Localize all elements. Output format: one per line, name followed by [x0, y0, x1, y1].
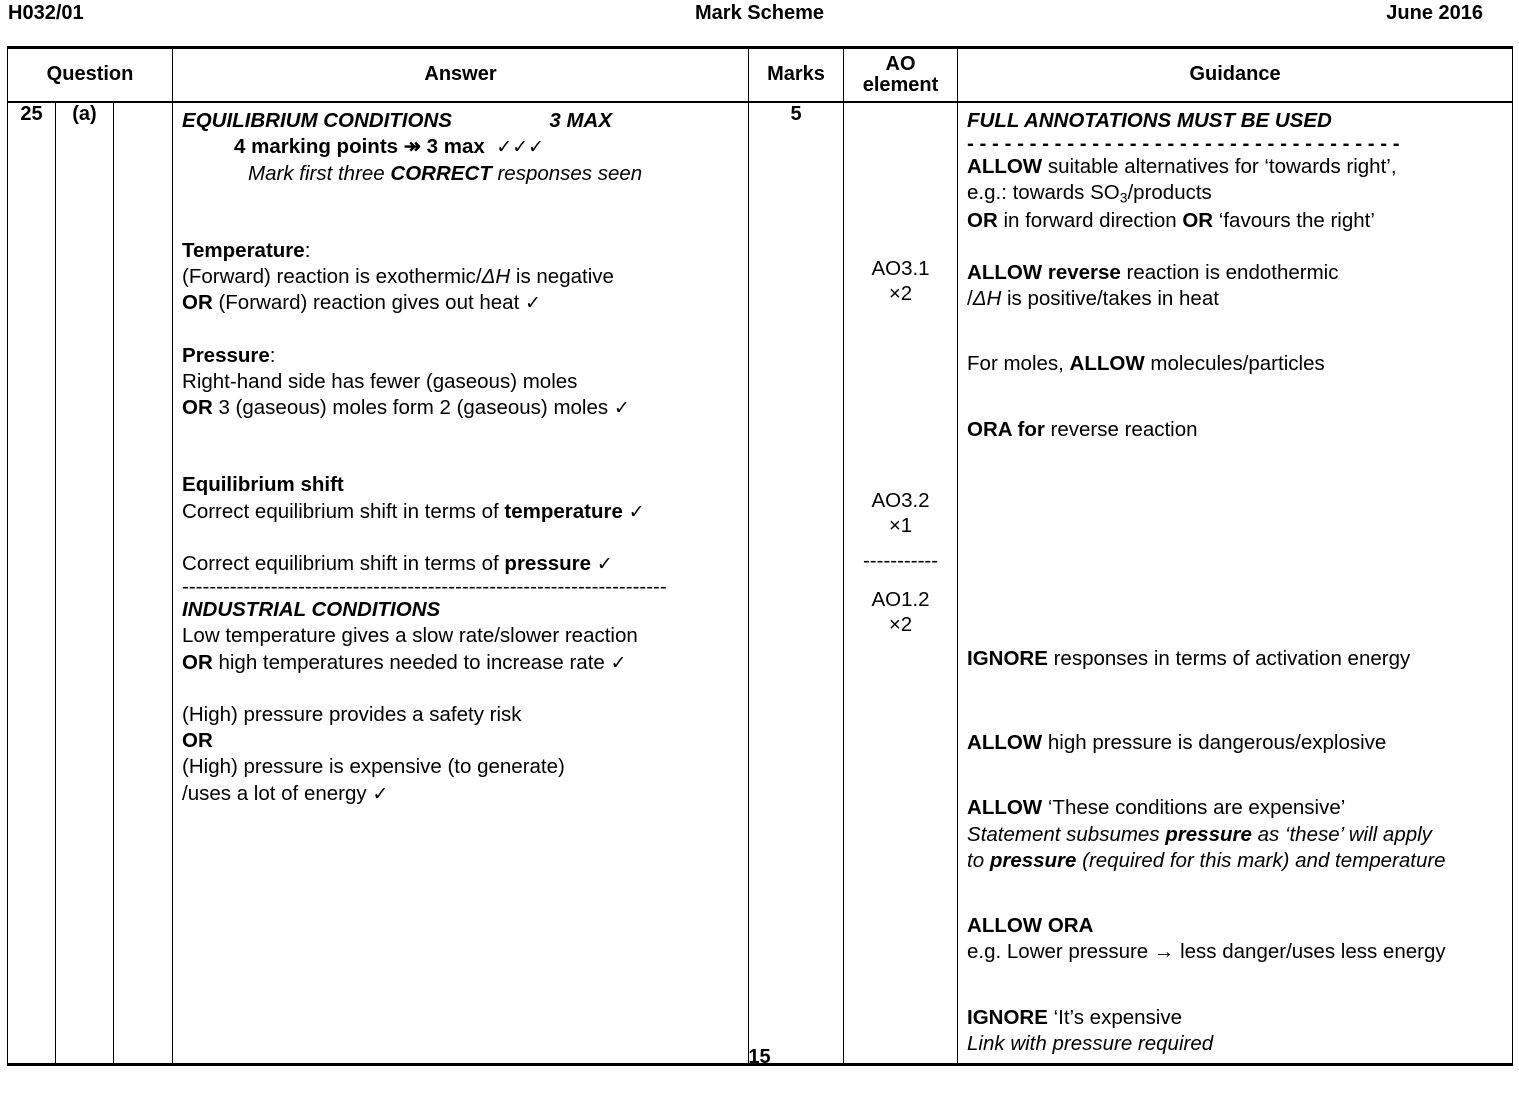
- spacer: [182, 421, 742, 459]
- guidance-ora-text: reverse reaction: [1044, 417, 1198, 441]
- or-label: OR: [967, 208, 998, 232]
- guidance-moles-line: [967, 351, 1506, 377]
- guidance-allow2-line2: /ΔH is positive/takes in heat: [967, 287, 1219, 311]
- temperature-label: Temperature: [182, 238, 305, 262]
- ao-multiplier: ×2: [888, 282, 913, 305]
- table-row: [8, 102, 1513, 1065]
- ao-multiplier: ×2: [888, 613, 913, 636]
- guidance-allow1-line2: [967, 180, 1506, 207]
- tick-icon: ✓: [372, 783, 389, 805]
- pressure-keyword: pressure: [989, 848, 1077, 872]
- temperature-mp-line2-text: (Forward) reaction gives out heat: [212, 291, 525, 315]
- guidance-allow2-text: reaction is endothermic: [1120, 261, 1339, 285]
- spacer: [967, 992, 1506, 1005]
- twoheadrightarrow-icon: ↠: [403, 135, 421, 159]
- spacer: [182, 525, 742, 551]
- guidance-statement-line1: [967, 822, 1506, 848]
- exam-session: June 2016: [1386, 2, 1483, 24]
- guidance-allow1-text: suitable alternatives for ‘towards right’,: [1042, 155, 1397, 179]
- ao-entry-0: [850, 256, 951, 306]
- spacer: [182, 187, 742, 225]
- eq-shift-pres-keyword: pressure: [504, 551, 592, 575]
- ora-example-prefix: e.g. Lower pressure: [967, 940, 1154, 964]
- spacer: [967, 782, 1506, 795]
- ora-example-suffix: less danger/uses less energy: [1174, 940, 1446, 964]
- industrial-mp-line1: Low temperature gives a slow rate/slower reaction: [182, 624, 638, 648]
- marking-points-label: 4 marking points: [234, 135, 399, 159]
- ao-entry-1: [850, 488, 951, 538]
- answer-heading: EQUILIBRIUM CONDITIONS: [182, 109, 452, 132]
- page-title: Mark Scheme: [695, 2, 824, 24]
- pressure-mp-line2: [182, 395, 742, 421]
- ignore-label: IGNORE: [967, 646, 1048, 670]
- mark-first-suffix: responses seen: [491, 161, 643, 185]
- industrial-conditions-heading: INDUSTRIAL CONDITIONS: [182, 598, 441, 622]
- page-number: 15: [748, 1046, 771, 1068]
- ao-code: AO3.2: [871, 489, 930, 512]
- temperature-mp-line1: (Forward) reaction is exothermic/ΔH is negative: [182, 265, 614, 289]
- marks-value: 5: [749, 102, 844, 1065]
- allow-label: ALLOW: [967, 155, 1043, 179]
- spacer: [850, 108, 951, 256]
- guidance-allow-ora-example: [967, 939, 1506, 965]
- spacer: [967, 672, 1506, 730]
- guidance-statement-line2: [967, 848, 1506, 874]
- tick-icon: ✓: [596, 553, 613, 575]
- paper-code: H032/01: [8, 2, 84, 24]
- marking-points-max: 3 max: [426, 135, 485, 159]
- rightarrow-icon: →: [1153, 940, 1175, 964]
- tick-icon-triple: ✓✓✓: [496, 137, 544, 159]
- guidance-allow4-text: ‘These conditions are expensive’: [1042, 796, 1346, 820]
- guidance-ignore1-text: responses in terms of activation energy: [1047, 646, 1411, 670]
- spacer: [967, 378, 1506, 404]
- spacer: [967, 443, 1506, 646]
- eq-shift-temp-prefix: Correct equilibrium shift in terms of: [182, 499, 505, 523]
- mark-first-correct: CORRECT: [390, 161, 492, 185]
- spacer: [967, 966, 1506, 992]
- guidance-allow1-line2-pre: e.g.: towards SO: [967, 181, 1120, 205]
- spacer: [850, 306, 951, 488]
- spacer: [967, 312, 1506, 338]
- tick-icon: ✓: [610, 652, 627, 674]
- guidance-heading: FULL ANNOTATIONS MUST BE USED: [967, 109, 1332, 132]
- safety-or-label: OR: [182, 729, 213, 753]
- ao-element-cell: [844, 102, 958, 1065]
- marking-points-line: [182, 134, 742, 160]
- temperature-colon: :: [304, 238, 311, 262]
- guidance-ora-line: [967, 417, 1506, 443]
- answer-cell: [173, 102, 749, 1065]
- guidance-moles-prefix: For moles,: [967, 352, 1070, 376]
- spacer: [967, 874, 1506, 900]
- guidance-cell: [958, 102, 1513, 1065]
- guidance-allow3-line: [967, 730, 1506, 756]
- industrial-mp-line2: [182, 650, 742, 676]
- ao-header-line2: element: [862, 74, 939, 96]
- ao-code: AO1.2: [871, 588, 930, 611]
- guidance-ignore2-text: ‘It’s expensive: [1047, 1005, 1182, 1029]
- allow-label: ALLOW: [967, 731, 1043, 755]
- ora-for-label: ORA for: [967, 417, 1045, 441]
- guidance-allow-ora-heading: ALLOW ORA: [967, 914, 1094, 938]
- ao-multiplier: ×1: [888, 514, 913, 537]
- ignore-label: IGNORE: [967, 1005, 1048, 1029]
- tick-icon: ✓: [613, 398, 630, 420]
- spacer: [850, 538, 951, 551]
- safety-mp-line2: (High) pressure is expensive (to generate): [182, 755, 565, 779]
- mark-scheme-table: [7, 46, 1513, 1066]
- allow-label: ALLOW: [967, 796, 1043, 820]
- equilibrium-shift-heading: Equilibrium shift: [182, 473, 344, 497]
- safety-mp-line3-text: /uses a lot of energy: [182, 781, 373, 805]
- column-header-ao-element: [844, 48, 958, 103]
- answer-heading-max: 3 MAX: [549, 109, 612, 132]
- spacer: [967, 900, 1506, 913]
- mark-first-three-line: [182, 161, 742, 187]
- ao-dashed-separator: -----------: [862, 551, 939, 572]
- ao-entry-2: [850, 587, 951, 637]
- spacer: [967, 338, 1506, 351]
- eq-shift-temp-keyword: temperature: [504, 499, 623, 523]
- guidance-ignore1-line: [967, 646, 1506, 672]
- pressure-heading-line: [182, 343, 742, 369]
- guidance-allow1-line3: [967, 208, 1506, 234]
- spacer: [967, 404, 1506, 417]
- question-number: 25: [8, 102, 56, 1065]
- eq-shift-pressure-line: [182, 551, 742, 577]
- temperature-heading-line: [182, 238, 742, 264]
- column-header-question: Question: [8, 48, 173, 103]
- guidance-moles-suffix: molecules/particles: [1144, 352, 1325, 376]
- column-header-answer: Answer: [173, 48, 749, 103]
- statement2-prefix: to: [967, 848, 990, 872]
- industrial-mp-line2-text: high temperatures needed to increase rate: [212, 650, 611, 674]
- pressure-colon: :: [269, 343, 276, 367]
- question-part: (a): [56, 102, 114, 1065]
- spacer: [182, 676, 742, 702]
- spacer: [182, 317, 742, 343]
- pressure-mp-line2-text: 3 (gaseous) moles form 2 (gaseous) moles: [212, 396, 614, 420]
- guidance-allow1-line3-mid: in forward direction: [997, 208, 1183, 232]
- spacer: [850, 573, 951, 587]
- ao-code: AO3.1: [871, 257, 930, 280]
- guidance-dashed-separator: - - - - - - - - - - - - - - - - - - - - - - - - - - - - - - - - - - -: [967, 134, 1400, 155]
- allow-reverse-label: ALLOW reverse: [967, 261, 1121, 285]
- spacer: [967, 234, 1506, 260]
- guidance-allow1-line2-post: /products: [1127, 181, 1212, 205]
- temperature-mp-line2: [182, 290, 742, 316]
- so3-subscript: 3: [1119, 189, 1128, 206]
- guidance-allow1-line3-end: ‘favours the right’: [1213, 208, 1375, 232]
- pressure-keyword: pressure: [1165, 822, 1252, 846]
- answer-dashed-separator: -----------------------------------------------------------------------: [182, 577, 667, 598]
- or-label: OR: [182, 291, 213, 315]
- column-header-guidance: Guidance: [958, 48, 1513, 103]
- question-subpart: [114, 102, 173, 1065]
- ao-header-line1: AO: [885, 52, 916, 75]
- or-label: OR: [182, 650, 213, 674]
- safety-mp-line1: (High) pressure provides a safety risk: [182, 702, 522, 726]
- or-label: OR: [1182, 208, 1214, 232]
- allow-label: ALLOW: [1069, 352, 1145, 376]
- pressure-mp-line1: Right-hand side has fewer (gaseous) moles: [182, 369, 578, 393]
- spacer: [182, 225, 742, 238]
- guidance-ignore2-line2: Link with pressure required: [967, 1031, 1214, 1055]
- statement2-suffix: (required for this mark) and temperature: [1076, 848, 1446, 872]
- or-label: OR: [182, 396, 213, 420]
- spacer: [967, 756, 1506, 782]
- safety-mp-line3: [182, 781, 742, 807]
- statement-prefix: Statement subsumes: [967, 822, 1166, 846]
- guidance-allow3-text: high pressure is dangerous/explosive: [1042, 731, 1387, 755]
- statement-suffix: as ‘these’ will apply: [1251, 822, 1432, 846]
- column-header-marks: Marks: [749, 48, 844, 103]
- eq-shift-temperature-line: [182, 499, 742, 525]
- pressure-label: Pressure: [182, 343, 270, 367]
- tick-icon: ✓: [524, 293, 541, 315]
- guidance-ignore2-line1: [967, 1005, 1506, 1031]
- guidance-allow2-line1: [967, 260, 1506, 286]
- guidance-allow1-line1: [967, 154, 1506, 180]
- tick-icon: ✓: [628, 501, 645, 523]
- page-running-header: [0, 0, 1519, 44]
- eq-shift-pres-prefix: Correct equilibrium shift in terms of: [182, 551, 505, 575]
- spacer: [182, 459, 742, 472]
- table-header-row: [8, 48, 1513, 103]
- answer-heading-line: [182, 108, 742, 134]
- guidance-allow4-line: [967, 795, 1506, 821]
- mark-first-prefix: Mark first three: [248, 161, 391, 185]
